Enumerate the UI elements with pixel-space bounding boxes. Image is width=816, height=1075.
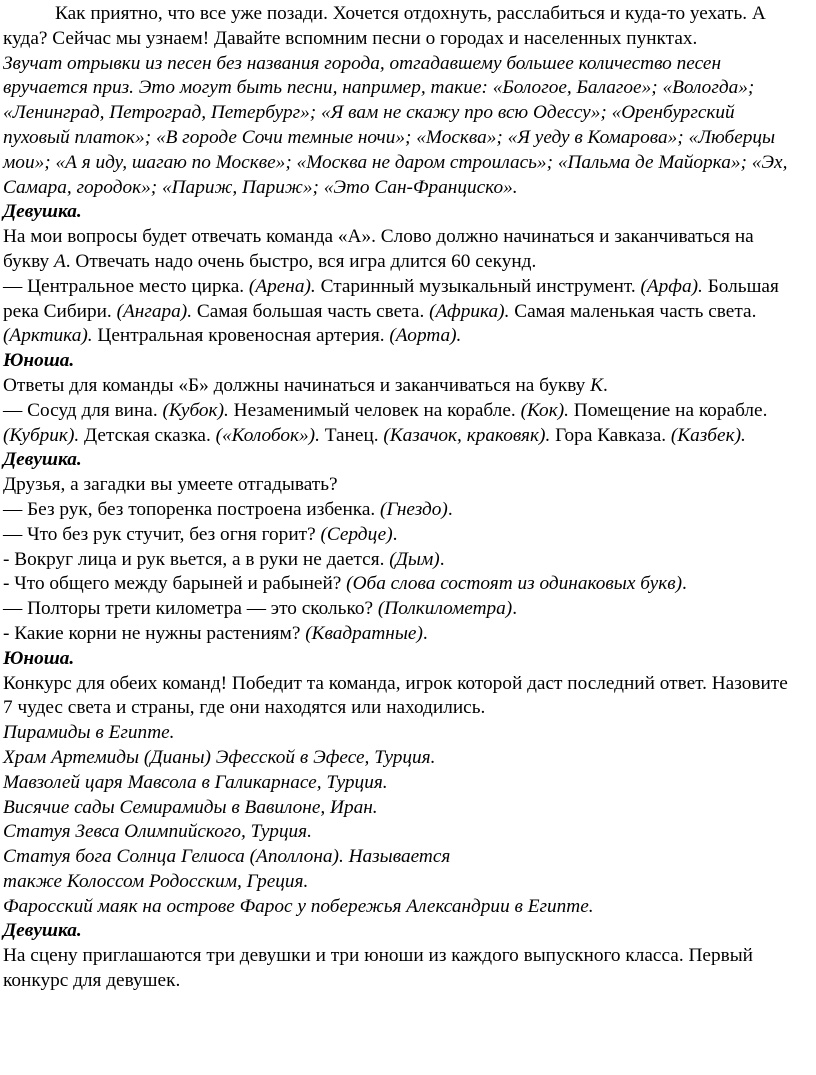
question-text: Большая река Сибири. <box>3 275 779 322</box>
answer-text: (Арктика). <box>3 325 93 347</box>
riddle-question: - Вокруг лица и рук вьется, а в руки не дается. <box>3 548 390 570</box>
closing-paragraph: На сцену приглашаются три девушки и три юноши из каждого выпускного класса. Первый конкурс для девушек. <box>3 945 753 992</box>
riddles-intro: Друзья, а загадки вы умеете отгадывать? <box>3 474 338 496</box>
team-b-intro <box>3 374 798 399</box>
team-b-intro-tail: . <box>602 374 608 396</box>
riddle-line <box>3 548 798 573</box>
team-a-intro-tail: . Отвечать надо очень быстро, вся игра длится 60 секунд. <box>65 250 537 272</box>
riddle-period: . <box>392 523 398 545</box>
answer-text: («Колобок»). <box>215 424 320 446</box>
answer-text: (Африка). <box>429 300 510 322</box>
answer-text: (Арена). <box>248 275 316 297</box>
question-text: Самая маленькая часть света. <box>509 300 757 322</box>
wonder-item: Фаросский маяк на острове Фарос у побережья Александрии в Египте. <box>3 895 594 917</box>
team-a-intro-text: На мои вопросы будет отвечать команда «А». Слово должно начинаться и заканчиваться на букву <box>3 226 754 272</box>
question-text: Помещение на корабле. <box>568 399 768 421</box>
riddle-question: — Полторы трети километра — это сколько? <box>3 598 378 620</box>
team-b-questions <box>3 399 798 449</box>
team-b-intro-text: Ответы для команды «Б» должны начинаться и заканчиваться на букву <box>3 374 591 396</box>
answer-text: (Аорта). <box>389 325 462 347</box>
answer-text: (Кубок). <box>162 399 229 421</box>
riddle-answer: (Дым) <box>389 548 440 570</box>
wonder-item: также Колоссом Родосским, Греция. <box>3 870 309 892</box>
answer-text: (Кубрик). <box>3 424 80 446</box>
question-text: Незаменимый человек на корабле. <box>228 399 521 421</box>
speaker-girl-heading: Девушка. <box>3 201 82 223</box>
question-text: Гора Кавказа. <box>550 424 671 446</box>
riddle-line <box>3 572 798 597</box>
riddle-period: . <box>447 498 453 520</box>
answer-text: (Кок). <box>520 399 569 421</box>
speaker-boy-heading: Юноша. <box>3 647 75 669</box>
answer-text: (Ангара). <box>116 300 193 322</box>
riddle-period: . <box>512 598 518 620</box>
speaker-girl-heading: Девушка. <box>3 920 82 942</box>
riddle-period: . <box>682 573 687 595</box>
wonder-item: Статуя бога Солнца Гелиоса (Аполлона). Называется <box>3 846 451 868</box>
riddle-answer: (Гнездо) <box>380 498 448 520</box>
answer-text: (Казбек). <box>670 424 746 446</box>
question-text: — Сосуд для вина. <box>3 399 163 421</box>
wonder-item: Храм Артемиды (Дианы) Эфесской в Эфесе, Турция. <box>3 746 436 768</box>
riddle-question: — Что без рук стучит, без огня горит? <box>3 523 321 545</box>
riddle-question: — Без рук, без топоренка построена избенка. <box>3 498 381 520</box>
wonder-item: Статуя Зевса Олимпийского, Турция. <box>3 821 312 843</box>
question-text: Центральная кровеносная артерия. <box>92 325 390 347</box>
speaker-boy-heading: Юноша. <box>3 350 75 372</box>
riddle-answer: (Полкилометра) <box>377 598 513 620</box>
riddle-period: . <box>422 622 428 644</box>
wonder-item: Висячие сады Семирамиды в Вавилоне, Иран. <box>3 796 378 818</box>
riddle-period: . <box>439 548 445 570</box>
wonder-item: Пирамиды в Египте. <box>3 722 175 744</box>
riddle-question: - Что общего между барыней и рабыней? <box>3 573 347 595</box>
songs-paragraph: Звучат отрывки из песен без названия города, отгадавшему большее количество песен вручается приз. Это могут быть песни, например, такие: «Бологое, Балагое»; «Вологда»; «Ленинград, Петроград, Петербург»; «Я вам не скажу про всю Одессу»; «Оренбургский пуховый платок»; «В городе Сочи темные ночи»; «Москва»; «Я уеду в Комарова»; «Люберцы мои»; «А я иду, шагаю по Москве»; «Москва не даром строилась»; «Пальма де Майорка»; «Эх, Самара, городок»; «Париж, Париж»; «Это Сан-Франциско». <box>3 52 788 198</box>
team-a-intro <box>3 225 798 275</box>
question-text: Детская сказка. <box>79 424 216 446</box>
team-a-questions <box>3 275 798 349</box>
team-b-letter: К <box>590 374 603 396</box>
question-text: — Центральное место цирка. <box>3 275 249 297</box>
riddle-question: - Какие корни не нужны растениям? <box>3 622 306 644</box>
riddle-answer: (Оба слова состоят из одинаковых букв) <box>346 573 683 595</box>
question-text: Старинный музыкальный инструмент. <box>315 275 641 297</box>
question-text: Самая большая часть света. <box>192 300 430 322</box>
speaker-girl-heading: Девушка. <box>3 449 82 471</box>
wonders-intro: Конкурс для обеих команд! Победит та команда, игрок которой даст последний ответ. Назовите 7 чудес света и страны, где они находятся или находились. <box>3 672 788 719</box>
team-a-letter: А <box>54 250 66 272</box>
riddle-line <box>3 622 798 647</box>
wonder-item: Мавзолей царя Мавсола в Галикарнасе, Турция. <box>3 771 388 793</box>
answer-text: (Казачок, краковяк). <box>383 424 551 446</box>
riddle-answer: (Квадратные) <box>305 622 423 644</box>
intro-paragraph: Как приятно, что все уже позади. Хочется отдохнуть, расслабиться и куда-то уехать. А куда? Сейчас мы узнаем! Давайте вспомним песни о городах и населенных пунктах. <box>3 3 766 49</box>
riddle-line <box>3 498 798 523</box>
answer-text: (Арфа). <box>640 275 703 297</box>
riddle-answer: (Сердце) <box>320 523 393 545</box>
riddle-line <box>3 523 798 548</box>
question-text: Танец. <box>319 424 384 446</box>
riddle-line <box>3 597 798 622</box>
